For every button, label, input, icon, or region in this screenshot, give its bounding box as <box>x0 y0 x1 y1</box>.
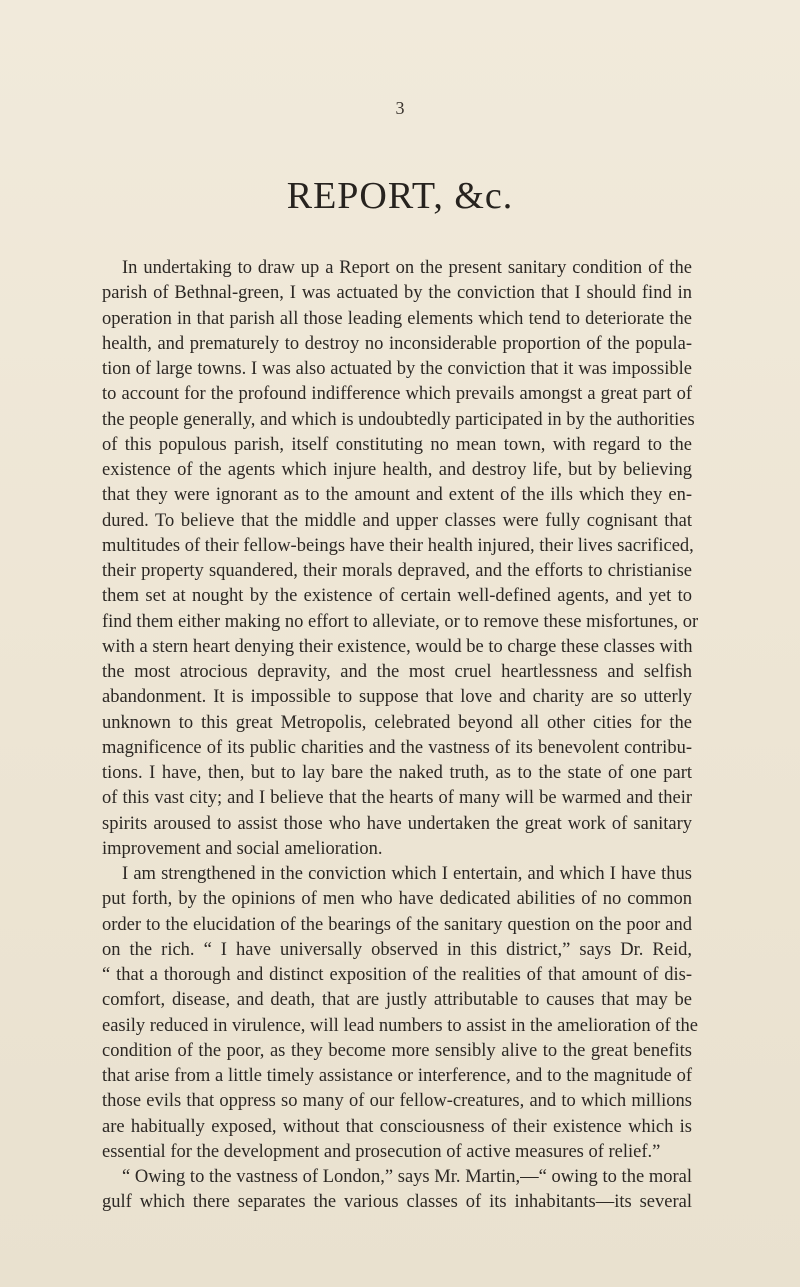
text-line: multitudes of their fellow-beings have their health injured, their lives sacrificed, <box>102 535 694 556</box>
text-line: condition of the poor, as they become more sensibly alive to the great benefits <box>102 1040 692 1061</box>
text-line: comfort, disease, and death, that are justly attributable to causes that may be <box>102 990 692 1011</box>
text-line: on the rich. “ I have universally observed in this district,” says Dr. Reid, <box>102 939 692 960</box>
text-line: parish of Bethnal-green, I was actuated by the conviction that I should find in <box>102 283 692 304</box>
text-line: that they were ignorant as to the amount and extent of the ills which they en- <box>102 485 692 506</box>
text-line: unknown to this great Metropolis, celebrated beyond all other cities for the <box>102 712 692 733</box>
text-line: of this populous parish, itself constituting no mean town, with regard to the <box>102 434 692 455</box>
text-line: existence of the agents which injure health, and destroy life, but by believing <box>102 460 692 480</box>
text-line: of this vast city; and I believe that the hearts of many will be warmed and their <box>102 788 692 809</box>
text-line: with a stern heart denying their existence, would be to charge these classes with <box>102 636 693 657</box>
text-line: easily reduced in virulence, will lead numbers to assist in the amelioration of the <box>102 1015 698 1036</box>
text-line: “ Owing to the vastness of London,” says Mr. Martin,—“ owing to the moral <box>122 1167 692 1187</box>
text-line: that arise from a little timely assistance or interference, and to the magnitude of <box>102 1066 692 1086</box>
text-line: are habitually exposed, without that consciousness of their existence which is <box>102 1116 692 1137</box>
text-line: In undertaking to draw up a Report on the present sanitary condition of the <box>122 258 692 278</box>
text-line: to account for the profound indifference which prevails amongst a great part of <box>102 384 692 405</box>
report-body <box>102 256 699 1216</box>
text-line: magnificence of its public charities and the vastness of its benevolent contribu- <box>102 737 692 758</box>
text-line: health, and prematurely to destroy no inconsiderable proportion of the popula- <box>102 333 692 354</box>
text-line: find them either making no effort to alleviate, or to remove these misfortunes, or <box>102 611 699 632</box>
text-line: dured. To believe that the middle and upper classes were fully cognisant that <box>102 510 692 531</box>
text-line: gulf which there separates the various classes of its inhabitants—its several <box>102 1192 692 1213</box>
text-line: I am strengthened in the conviction which I entertain, and which I have thus <box>122 864 692 884</box>
text-line: those evils that oppress so many of our fellow-creatures, and to which millions <box>102 1091 692 1112</box>
text-line: order to the elucidation of the bearings of the sanitary question on the poor and <box>102 914 692 935</box>
text-line: tion of large towns. I was also actuated by the conviction that it was impossible <box>102 359 692 379</box>
text-line: the people generally, and which is undoubtedly participated in by the authorities <box>102 409 695 430</box>
page-number: 3 <box>395 98 405 118</box>
text-line: essential for the development and prosecution of active measures of relief.” <box>102 1141 661 1162</box>
page-title: REPORT, &c. <box>286 175 514 217</box>
text-line: their property squandered, their morals depraved, and the efforts to christianise <box>102 561 692 581</box>
text-line: put forth, by the opinions of men who have dedicated abilities of no common <box>102 889 692 910</box>
text-line: operation in that parish all those leading elements which tend to deteriorate the <box>102 308 692 329</box>
text-line: “ that a thorough and distinct exposition of the realities of that amount of dis- <box>102 965 692 985</box>
text-line: tions. I have, then, but to lay bare the naked truth, as to the state of one part <box>102 763 692 783</box>
text-line: them set at nought by the existence of certain well-defined agents, and yet to <box>102 586 692 607</box>
text-line: improvement and social amelioration. <box>102 838 383 859</box>
text-line: the most atrocious depravity, and the most cruel heartlessness and selfish <box>102 662 692 682</box>
text-line: abandonment. It is impossible to suppose that love and charity are so utterly <box>102 687 692 708</box>
text-line: spirits aroused to assist those who have undertaken the great work of sanitary <box>102 813 692 834</box>
